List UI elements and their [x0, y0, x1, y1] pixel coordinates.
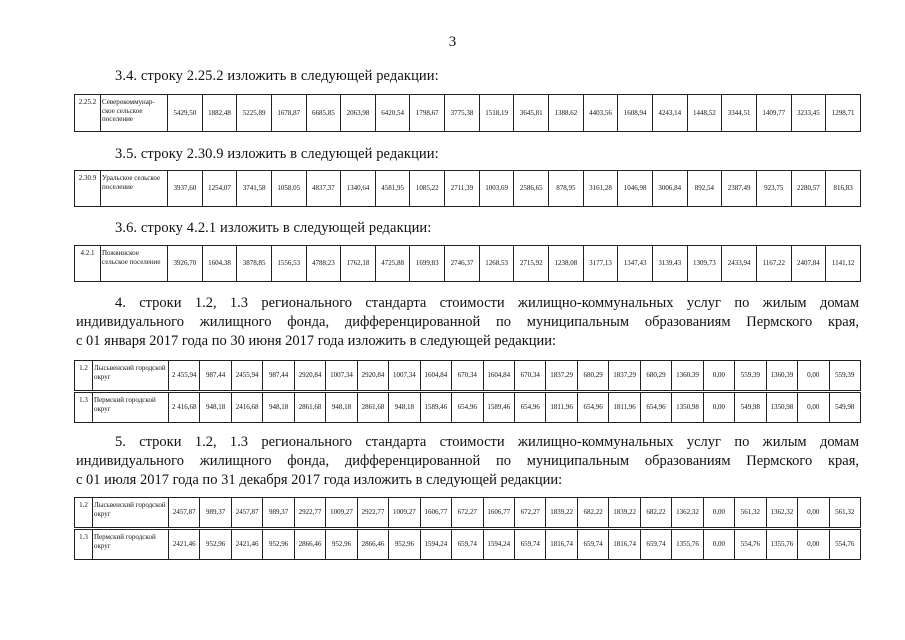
- value-cell: 3139,43: [652, 246, 687, 282]
- value-cell: 1678,87: [271, 95, 306, 132]
- table-row: [75, 392, 861, 423]
- section-heading-3-6: 3.6. строку 4.2.1 изложить в следующей редакции:: [115, 220, 432, 236]
- value-cell: 948,18: [200, 392, 231, 423]
- value-cell: 2457,87: [169, 498, 200, 529]
- value-cell: 2920,84: [294, 361, 325, 392]
- row-code: 2.30.9: [75, 171, 101, 207]
- value-cell: 1254,07: [202, 171, 237, 207]
- value-cell: 2861,68: [294, 392, 325, 423]
- value-cell: 1448,52: [687, 95, 722, 132]
- value-cell: 1811,96: [609, 392, 640, 423]
- row-name: Пермский городской округ: [93, 392, 169, 423]
- value-cell: 561,32: [735, 498, 766, 529]
- value-cell: 2 455,94: [169, 361, 200, 392]
- paragraph-line: 5. строки 1.2, 1.3 регионального стандарта стоимости жилищно-коммунальных услуг по жилым домам: [115, 434, 859, 450]
- value-cell: 1604,38: [202, 246, 237, 282]
- paragraph-5: [76, 433, 859, 490]
- value-cell: 1604,84: [420, 361, 451, 392]
- value-cell: 3926,70: [168, 246, 203, 282]
- value-cell: 4837,37: [306, 171, 341, 207]
- value-cell: 1409,77: [756, 95, 791, 132]
- value-cell: 1350,98: [672, 392, 703, 423]
- paragraph-line: с 01 января 2017 года по 30 июня 2017 года изложить в следующей редакции:: [76, 333, 557, 349]
- value-cell: 2421,46: [231, 529, 262, 560]
- value-cell: 1268,53: [479, 246, 514, 282]
- table-period-2: [74, 497, 861, 560]
- value-cell: 2 416,68: [169, 392, 200, 423]
- value-cell: 948,18: [326, 392, 357, 423]
- value-cell: 3775,38: [445, 95, 480, 132]
- row-name: Пермский городской округ: [93, 529, 169, 560]
- value-cell: 1141,12: [826, 246, 861, 282]
- value-cell: 680,29: [577, 361, 608, 392]
- value-cell: 659,74: [577, 529, 608, 560]
- value-cell: 3344,51: [722, 95, 757, 132]
- value-cell: 2455,94: [231, 361, 262, 392]
- value-cell: 923,75: [756, 171, 791, 207]
- value-cell: 1007,34: [389, 361, 420, 392]
- value-cell: 0,00: [703, 392, 734, 423]
- value-cell: 1556,53: [271, 246, 306, 282]
- value-cell: 2586,65: [514, 171, 549, 207]
- table-row-2-25-2: [74, 94, 861, 132]
- value-cell: 2922,77: [294, 498, 325, 529]
- value-cell: 987,44: [200, 361, 231, 392]
- paragraph-line: индивидуального жилищного фонда, дифференцированной по муниципальным образованиям Пермского края,: [76, 453, 859, 469]
- value-cell: 1604,84: [483, 361, 514, 392]
- value-cell: 1009,27: [389, 498, 420, 529]
- value-cell: 1167,22: [756, 246, 791, 282]
- value-cell: 3937,60: [168, 171, 203, 207]
- section-heading-3-4: 3.4. строку 2.25.2 изложить в следующей редакции:: [115, 68, 439, 84]
- value-cell: 948,18: [389, 392, 420, 423]
- value-cell: 4243,14: [652, 95, 687, 132]
- value-cell: 2433,94: [722, 246, 757, 282]
- value-cell: 680,29: [640, 361, 671, 392]
- value-cell: 952,96: [200, 529, 231, 560]
- table-period-1: [74, 360, 861, 423]
- value-cell: 672,27: [452, 498, 483, 529]
- value-cell: 1003,69: [479, 171, 514, 207]
- value-cell: 682,22: [577, 498, 608, 529]
- value-cell: 2922,77: [357, 498, 388, 529]
- value-cell: 1594,24: [483, 529, 514, 560]
- value-cell: 3161,28: [583, 171, 618, 207]
- value-cell: 1388,62: [549, 95, 584, 132]
- value-cell: 1362,32: [766, 498, 797, 529]
- value-cell: 2457,87: [231, 498, 262, 529]
- value-cell: 1360,39: [672, 361, 703, 392]
- value-cell: 1608,94: [618, 95, 653, 132]
- row-code: 1.3: [75, 529, 93, 560]
- value-cell: 1882,48: [202, 95, 237, 132]
- value-cell: 6420,54: [375, 95, 410, 132]
- table-row: [75, 529, 861, 560]
- value-cell: 659,74: [640, 529, 671, 560]
- value-cell: 1839,22: [546, 498, 577, 529]
- table-row: [75, 95, 861, 132]
- value-cell: 2920,84: [357, 361, 388, 392]
- value-cell: 987,44: [263, 361, 294, 392]
- value-cell: 2715,92: [514, 246, 549, 282]
- value-cell: 2063,98: [341, 95, 376, 132]
- value-cell: 1362,32: [672, 498, 703, 529]
- value-cell: 0,00: [703, 361, 734, 392]
- value-cell: 554,76: [829, 529, 860, 560]
- value-cell: 948,18: [263, 392, 294, 423]
- table-row-2-30-9: [74, 170, 861, 207]
- value-cell: 2711,39: [445, 171, 480, 207]
- value-cell: 3645,81: [514, 95, 549, 132]
- section-heading-3-5: 3.5. строку 2.30.9 изложить в следующей редакции:: [115, 146, 439, 162]
- value-cell: 1606,77: [420, 498, 451, 529]
- value-cell: 559,39: [735, 361, 766, 392]
- value-cell: 1340,64: [341, 171, 376, 207]
- value-cell: 2416,68: [231, 392, 262, 423]
- value-cell: 1837,29: [609, 361, 640, 392]
- value-cell: 2421,46: [169, 529, 200, 560]
- value-cell: 1007,34: [326, 361, 357, 392]
- value-cell: 5429,50: [168, 95, 203, 132]
- value-cell: 1046,98: [618, 171, 653, 207]
- value-cell: 1816,74: [546, 529, 577, 560]
- value-cell: 659,74: [452, 529, 483, 560]
- value-cell: 654,96: [640, 392, 671, 423]
- row-name: Северокоммунар-ское сельское поселение: [101, 95, 168, 132]
- value-cell: 1347,43: [618, 246, 653, 282]
- value-cell: 3233,45: [791, 95, 826, 132]
- row-name: Лысьвенский городской округ: [93, 361, 169, 392]
- value-cell: 1058,05: [271, 171, 306, 207]
- value-cell: 1589,46: [420, 392, 451, 423]
- value-cell: 5225,89: [237, 95, 272, 132]
- value-cell: 1798,67: [410, 95, 445, 132]
- value-cell: 6685,85: [306, 95, 341, 132]
- value-cell: 0,00: [703, 498, 734, 529]
- value-cell: 2861,68: [357, 392, 388, 423]
- value-cell: 952,96: [389, 529, 420, 560]
- table-row-4-2-1: [74, 245, 861, 282]
- value-cell: 1589,46: [483, 392, 514, 423]
- table-row: [75, 498, 861, 529]
- value-cell: 1355,76: [672, 529, 703, 560]
- table-row: [75, 246, 861, 282]
- value-cell: 670,34: [514, 361, 545, 392]
- row-code: 1.3: [75, 392, 93, 423]
- row-code: 4.2.1: [75, 246, 101, 282]
- value-cell: 549,98: [829, 392, 860, 423]
- value-cell: 554,76: [735, 529, 766, 560]
- value-cell: 4403,56: [583, 95, 618, 132]
- value-cell: 654,96: [577, 392, 608, 423]
- page-number: 3: [448, 34, 457, 50]
- row-name: Уральское сельское поселение: [101, 171, 168, 207]
- value-cell: 549,98: [735, 392, 766, 423]
- value-cell: 892,54: [687, 171, 722, 207]
- row-code: 1.2: [75, 361, 93, 392]
- value-cell: 1298,71: [826, 95, 861, 132]
- value-cell: 1350,98: [766, 392, 797, 423]
- paragraph-line: с 01 июля 2017 года по 31 декабря 2017 года изложить в следующей редакции:: [76, 472, 563, 488]
- value-cell: 1837,29: [546, 361, 577, 392]
- value-cell: 1009,27: [326, 498, 357, 529]
- value-cell: 0,00: [798, 529, 829, 560]
- value-cell: 1811,96: [546, 392, 577, 423]
- value-cell: 1085,22: [410, 171, 445, 207]
- value-cell: 2746,37: [445, 246, 480, 282]
- row-name: Лысьвенский городской округ: [93, 498, 169, 529]
- value-cell: 0,00: [703, 529, 734, 560]
- row-code: 2.25.2: [75, 95, 101, 132]
- value-cell: 672,27: [514, 498, 545, 529]
- value-cell: 1839,22: [609, 498, 640, 529]
- value-cell: 1360,39: [766, 361, 797, 392]
- row-name: Пожвинское сельское поселение: [101, 246, 168, 282]
- value-cell: 3006,84: [652, 171, 687, 207]
- value-cell: 1309,73: [687, 246, 722, 282]
- value-cell: 1699,83: [410, 246, 445, 282]
- table-row: [75, 171, 861, 207]
- paragraph-line: 4. строки 1.2, 1.3 регионального стандарта стоимости жилищно-коммунальных услуг по жилым домам: [115, 295, 859, 311]
- value-cell: 1518,19: [479, 95, 514, 132]
- paragraph-line: индивидуального жилищного фонда, дифференцированной по муниципальным образованиям Пермского края,: [76, 314, 859, 330]
- value-cell: 659,74: [514, 529, 545, 560]
- value-cell: 561,32: [829, 498, 860, 529]
- value-cell: 2387,49: [722, 171, 757, 207]
- value-cell: 559,39: [829, 361, 860, 392]
- value-cell: 1816,74: [609, 529, 640, 560]
- value-cell: 1762,18: [341, 246, 376, 282]
- value-cell: 3741,58: [237, 171, 272, 207]
- value-cell: 4581,95: [375, 171, 410, 207]
- value-cell: 1238,08: [549, 246, 584, 282]
- value-cell: 1355,76: [766, 529, 797, 560]
- value-cell: 878,95: [549, 171, 584, 207]
- value-cell: 1594,24: [420, 529, 451, 560]
- value-cell: 4788,23: [306, 246, 341, 282]
- value-cell: 682,22: [640, 498, 671, 529]
- table-row: [75, 361, 861, 392]
- value-cell: 2280,57: [791, 171, 826, 207]
- value-cell: 3878,85: [237, 246, 272, 282]
- value-cell: 952,96: [326, 529, 357, 560]
- value-cell: 670,34: [452, 361, 483, 392]
- value-cell: 0,00: [798, 361, 829, 392]
- value-cell: 989,37: [263, 498, 294, 529]
- value-cell: 3177,13: [583, 246, 618, 282]
- value-cell: 654,96: [514, 392, 545, 423]
- value-cell: 654,96: [452, 392, 483, 423]
- value-cell: 4725,88: [375, 246, 410, 282]
- value-cell: 1606,77: [483, 498, 514, 529]
- paragraph-4: [76, 294, 859, 351]
- value-cell: 0,00: [798, 498, 829, 529]
- value-cell: 2407,84: [791, 246, 826, 282]
- row-code: 1.2: [75, 498, 93, 529]
- value-cell: 2866,46: [294, 529, 325, 560]
- value-cell: 816,83: [826, 171, 861, 207]
- value-cell: 989,37: [200, 498, 231, 529]
- value-cell: 952,96: [263, 529, 294, 560]
- value-cell: 0,00: [798, 392, 829, 423]
- value-cell: 2866,46: [357, 529, 388, 560]
